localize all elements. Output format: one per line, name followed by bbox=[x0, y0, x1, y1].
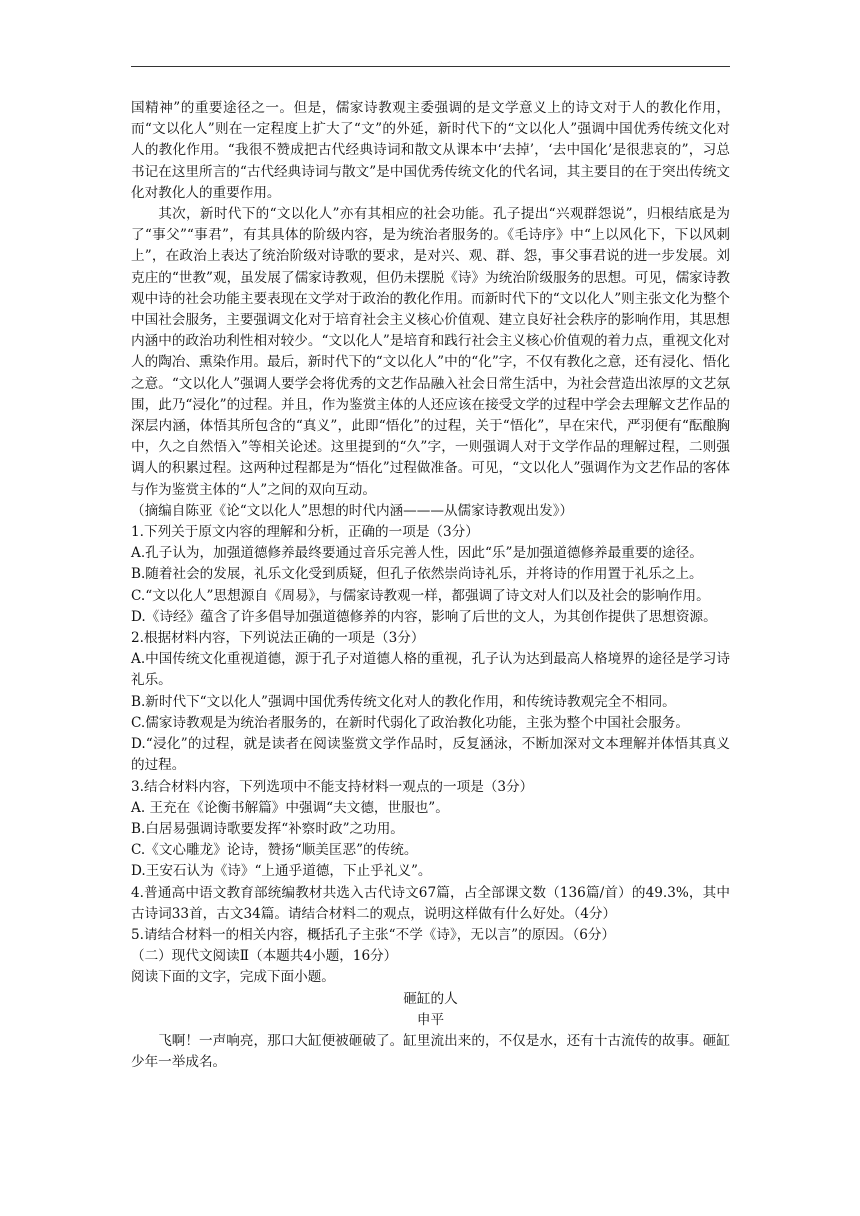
question-3-option-d: D.王安石认为《诗》“上通乎道德，下止乎礼义”。 bbox=[131, 863, 432, 880]
question-1: 1.下列关于原文内容的理解和分析，正确的一项是（3分） bbox=[131, 524, 479, 541]
question-1-option-a: A.孔子认为，加强道德修养最终要通过音乐完善人性，因此“乐”是加强道德修养最重要的途径。 bbox=[131, 545, 703, 562]
question-3-option-a: A. 王充在《论衡书解篇》中强调“夫文德，世服也”。 bbox=[131, 799, 449, 816]
source-citation: （摘编自陈亚《论“文以化人”思想的时代内涵———从儒家诗教观出发》） bbox=[131, 502, 574, 519]
question-1-option-b: B.随着社会的发展，礼乐文化受到质疑，但孔子依然崇尚诗礼乐，并将诗的作用置于礼乐之上。 bbox=[131, 566, 703, 583]
section-instruction: 阅读下面的文字，完成下面小题。 bbox=[131, 969, 335, 986]
question-4: 4.普通高中语文教育部统编教材共选入古代诗文67篇，占全部课文数（136篇/首）的49.3%，其中古诗词33首，古文34篇。请结合材料二的观点，说明这样做有什么好处。（4分） bbox=[131, 884, 730, 922]
question-5: 5.请结合材料一的相关内容，概括孔子主张“不学《诗》，无以言”的原因。（6分） bbox=[131, 926, 616, 943]
story-author: 申平 bbox=[416, 1011, 445, 1028]
question-3-option-b: B.白居易强调诗歌要发挥“补察时政”之功用。 bbox=[131, 820, 404, 837]
header-rule bbox=[131, 66, 730, 67]
question-2-option-a: A.中国传统文化重视道德，源于孔子对道德人格的重视，孔子认为达到最高人格境界的途径是学习诗礼乐。 bbox=[131, 651, 730, 689]
question-1-option-c: C.“文以化人”思想源自《周易》，与儒家诗教观一样，都强调了诗文对人们以及社会的影响作用。 bbox=[131, 587, 710, 604]
paragraph-second: 其次，新时代下的“文以化人”亦有其相应的社会功能。孔子提出“兴观群怨说”，归根结底是为了“事父”“事君”，有其具体的阶级内容，是为统治者服务的。《毛诗序》中“上以风化下，下以风刺上”，在政治上表达了统治阶级对诗歌的要求，是对兴、观、群、怨，事父事君说的进一步发展。刘克庄的“世教”观，虽发展了儒家诗教观，但仍未摆脱《诗》为统治阶级服务的思想。可见，儒家诗教观中诗的社会功能主要表现在文学对于政治的教化作用。而新时代下的“文以化人”则主张文化为整个中国社会服务，主要强调文化对于培育社会主义核心价值观、建立良好社会秩序的影响作用，其思想内涵中的政治功利性相对较少。“文以化人”是培育和践行社会主义核心价值观的着力点，重视文化对人的陶冶、熏染作用。最后，新时代下的“文以化人”中的“化”字，不仅有教化之意，还有浸化、悟化之意。“文以化人”强调人要学会将优秀的文艺作品融入社会日常生活中，为社会营造出浓厚的文艺氛围，此乃“浸化”的过程。并且，作为鉴赏主体的人还应该在接受文学的过程中学会去理解文艺作品的深层内涵，体悟其所包含的“真义”，此即“悟化”的过程，关于“悟化”，早在宋代，严羽便有“酝酿胸中，久之自然悟入”等相关论述。这里提到的“久”字，一则强调人对于文学作品的理解过程，二则强调人的积累过程。这两种过程都是为“悟化”过程做准备。可见，“文以化人”强调作为文艺作品的客体与作为鉴赏主体的“人”之间的双向互动。 bbox=[131, 206, 730, 498]
question-3-option-c: C.《文心雕龙》论诗，赞扬“顺美匡恶”的传统。 bbox=[131, 842, 418, 859]
question-2-option-d: D.“浸化”的过程，就是读者在阅读鉴赏文学作品时，反复涵泳，不断加深对文本理解并体悟其真义的过程。 bbox=[131, 736, 730, 774]
story-paragraph: 飞啊！一声响亮，那口大缸便被砸破了。缸里流出来的，不仅是水，还有十古流传的故事。砸缸少年一举成名。 bbox=[131, 1032, 730, 1071]
question-2-option-b: B.新时代下“文以化人”强调中国优秀传统文化对人的教化作用，和传统诗教观完全不相同。 bbox=[131, 693, 676, 710]
document-body bbox=[131, 98, 730, 1073]
question-2: 2.根据材料内容，下列说法正确的一项是（3分） bbox=[131, 630, 425, 647]
paragraph-continued: 国精神”的重要途径之一。但是，儒家诗教观主委强调的是文学意义上的诗文对于人的教化作用，而“文以化人”则在一定程度上扩大了“文”的外延，新时代下的“文以化人”强调中国优秀传统文化对人的教化作用。“我很不赞成把古代经典诗词和散文从课本中‘去掉’，‘去中国化’是很悲哀的”，习总书记在这里所言的“古代经典诗词与散文”是中国优秀传统文化的代名词，其主要目的在于突出传统文化对教化人的重要作用。 bbox=[131, 100, 730, 201]
question-2-option-c: C.儒家诗教观是为统治者服务的，在新时代弱化了政治教化功能，主张为整个中国社会服务。 bbox=[131, 714, 689, 731]
question-1-option-d: D.《诗经》蕴含了许多倡导加强道德修养的内容，影响了后世的文人，为其创作提供了思想资源。 bbox=[131, 608, 717, 625]
story-title: 砸缸的人 bbox=[403, 990, 458, 1007]
section-heading: （二）现代文阅读Ⅱ（本题共4小题，16分） bbox=[131, 948, 398, 965]
question-3: 3.结合材料内容，下列选项中不能支持材料一观点的一项是（3分） bbox=[131, 778, 534, 795]
